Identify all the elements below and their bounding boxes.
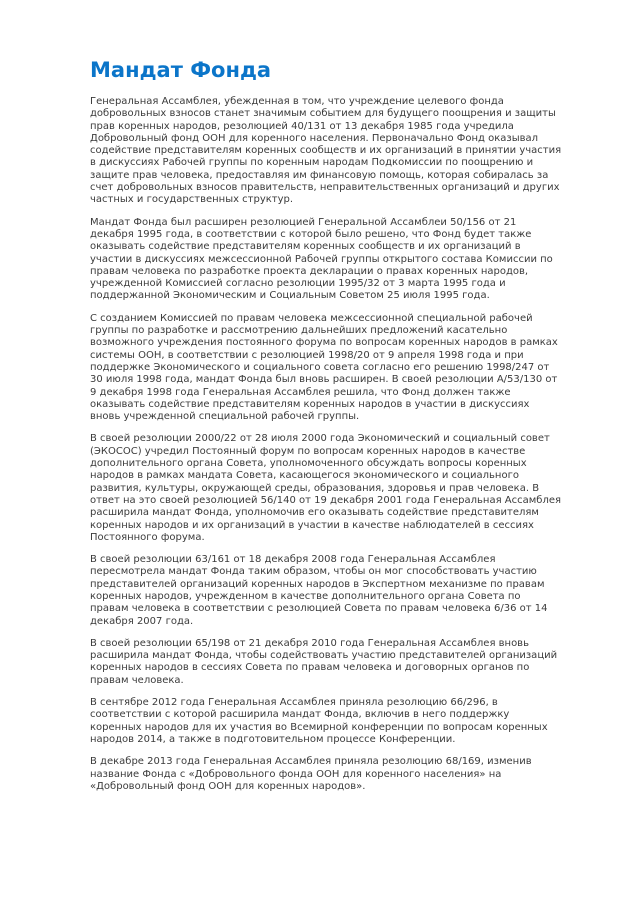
paragraph-expert-mechanism-2008: В своей резолюции 63/161 от 18 декабря 2008 года Генеральная Ассамблея пересмотрела мандат Фонда таким образом, чтобы он мог способствовать участию представителей организаций коренных народов в Экспертном механизме по правам коренных народов, учрежденном в качестве дополнительного органа Совета по правам человека в соответствии с резолюцией Совета по правам человека 6/36 от 14 декабря 2007 года. [90,554,548,627]
paragraph-fund-creation: Генеральная Ассамблея, убежденная в том, что учреждение целевого фонда добровольных взносов станет значимым событием для будущего поощрения и защиты прав коренных народов, резолюцией 40/131 от 13 декабря 1985 года учредила Добровольный фонд ООН для коренного населения. Первоначально Фонд оказывал содействие представителям коренных сообществ и их организаций в принятии участия в дискуссиях Рабочей группы по коренным народам Подкомиссии по поощрению и защите прав человека, предоставляя им финансовую помощь, которая собиралась за счет добровольных взносов правительств, неправительственных организаций и других частных и государственных структур. [90,96,562,206]
document-content [90,58,562,803]
paragraph-resolution-65-198: В своей резолюции 65/198 от 21 декабря 2010 года Генеральная Ассамблея вновь расширила мандат Фонда, чтобы содействовать участию представителей организаций коренных народов в сессиях Совета по правам человека и договорных органов по правам человека. [90,637,558,686]
paragraph-permanent-forum-2000: В своей резолюции 2000/22 от 28 июля 2000 года Экономический и социальный совет (ЭКОСОС) учредил Постоянный форум по вопросам коренных народов в качестве дополнительного органа Совета, уполномоченного обсуждать вопросы коренных народов в рамках мандата Совета, касающегося экономического и социального развития, культуры, окружающей среды, образования, здоровья и прав человека. В ответ на это своей резолюцией 56/140 от 19 декабря 2001 года Генеральная Ассамблея расширила мандат Фонда, уполномочив его оказывать содействие представителям коренных народов и их организаций в участии в качестве наблюдателей в сессиях Постоянного форума. [90,433,562,543]
paragraph-resolution-50-156: Мандат Фонда был расширен резолюцией Генеральной Ассамблеи 50/156 от 21 декабря 1995 года, в соответствии с которой было решено, что Фонд будет также оказывать содействие представителям коренных сообществ и их организаций в участии в дискуссиях межсессионной Рабочей группы открытого состава Комиссии по правам человека по разработке проекта декларации о правах коренных народов, учрежденной Комиссией согласно резолюции 1995/32 от 3 марта 1995 года и поддержанной Экономическим и Социальным Советом 25 июля 1995 года. [90,216,553,302]
paragraph-world-conference-2012: В сентябре 2012 года Генеральная Ассамблея приняла резолюцию 66/296, в соответствии с которой расширила мандат Фонда, включив в него поддержку коренных народов для их участия во Всемирной конференции по вопросам коренных народов 2014, а также в подготовительном процессе Конференции. [90,697,548,745]
paragraph-working-group-1998: С созданием Комиссией по правам человека межсессионной специальной рабочей группы по разработке и рассмотрению дальнейших предложений касательно возможного учреждения постоянного форума по вопросам коренных народов в рамках системы ООН, в соответствии с резолюцией 1998/20 от 9 апреля 1998 года и при поддержке Экономического и социального совета согласно его решению 1998/247 от 30 июля 1998 года, мандат Фонда был вновь расширен. В своей резолюции А/53/130 от 9 декабря 1998 года Генеральная Ассамблея решила, что Фонд должен также оказывать содействие представителям коренных народов в участии в дискуссиях вновь учрежденной специальной рабочей группы. [90,312,558,423]
page-title: Мандат Фонда [90,58,272,82]
paragraph-rename-2013: В декабре 2013 года Генеральная Ассамблея приняла резолюцию 68/169, изменив название Фонда с «Добровольного фонда ООН для коренного населения» на «Добровольный фонд ООН для коренных народов». [90,756,532,792]
